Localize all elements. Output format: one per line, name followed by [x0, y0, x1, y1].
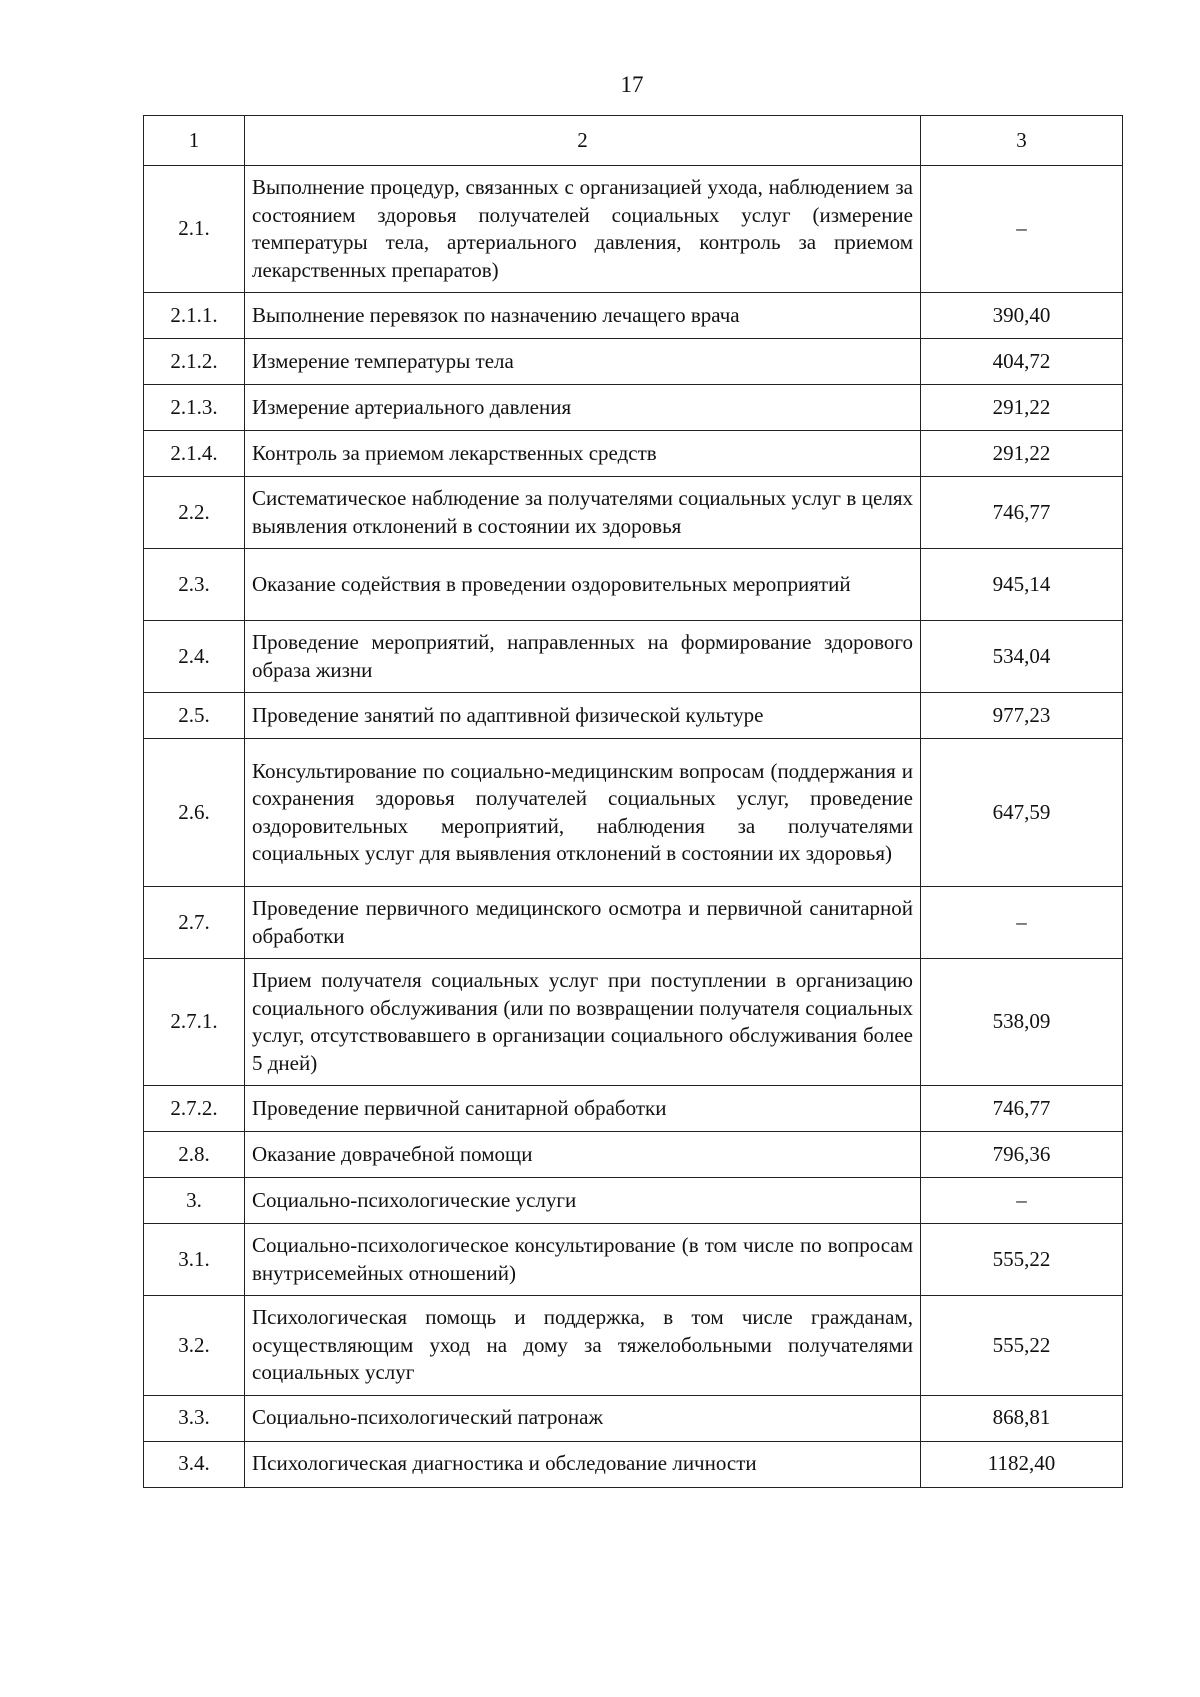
- service-price-cell: 868,81: [921, 1395, 1123, 1441]
- row-number-cell: 2.7.: [144, 887, 245, 959]
- table-row: [144, 1441, 1123, 1487]
- table-row: [144, 385, 1123, 431]
- service-description-cell: Прием получателя социальных услуг при поступлении в организацию социального обслуживания (или по возвращении получателя социальных услуг, отсутствовавшего в организации социального обслуживания более 5 дней): [245, 959, 921, 1086]
- column-header-description: 2: [245, 116, 921, 166]
- table-row: [144, 549, 1123, 621]
- service-description-cell: Психологическая диагностика и обследование личности: [245, 1441, 921, 1487]
- service-description-cell: Консультирование по социально-медицинским вопросам (поддержания и сохранения здоровья получателей социальных услуг, проведение оздоровительных мероприятий, наблюдения за получателями социальных услуг для выявления отклонений в состоянии их здоровья): [245, 739, 921, 887]
- column-header-number: 1: [144, 116, 245, 166]
- row-number-cell: 3.: [144, 1178, 245, 1224]
- row-number-cell: 2.2.: [144, 477, 245, 549]
- table-row: [144, 431, 1123, 477]
- service-price-cell: 977,23: [921, 693, 1123, 739]
- row-number-cell: 3.3.: [144, 1395, 245, 1441]
- table-row: [144, 293, 1123, 339]
- service-description-cell: Измерение артериального давления: [245, 385, 921, 431]
- row-number-cell: 2.5.: [144, 693, 245, 739]
- row-number-cell: 2.1.1.: [144, 293, 245, 339]
- table-row: [144, 1178, 1123, 1224]
- service-description-cell: Оказание содействия в проведении оздоровительных мероприятий: [245, 549, 921, 621]
- service-price-cell: 555,22: [921, 1296, 1123, 1396]
- service-description-cell: Проведение занятий по адаптивной физической культуре: [245, 693, 921, 739]
- table-row: [144, 1395, 1123, 1441]
- service-description-cell: Проведение мероприятий, направленных на формирование здорового образа жизни: [245, 621, 921, 693]
- service-price-cell: 555,22: [921, 1224, 1123, 1296]
- table-row: [144, 166, 1123, 293]
- service-description-cell: Систематическое наблюдение за получателями социальных услуг в целях выявления отклонений в состоянии их здоровья: [245, 477, 921, 549]
- service-description-cell: Психологическая помощь и поддержка, в том числе гражданам, осуществляющим уход на дому за тяжелобольными получателями социальных услуг: [245, 1296, 921, 1396]
- row-number-cell: 2.7.1.: [144, 959, 245, 1086]
- service-description-cell: Оказание доврачебной помощи: [245, 1132, 921, 1178]
- service-price-cell: 390,40: [921, 293, 1123, 339]
- table-row: [144, 339, 1123, 385]
- service-price-cell: 796,36: [921, 1132, 1123, 1178]
- service-description-cell: Проведение первичного медицинского осмотра и первичной санитарной обработки: [245, 887, 921, 959]
- service-price-cell: –: [921, 1178, 1123, 1224]
- service-price-cell: 291,22: [921, 431, 1123, 477]
- row-number-cell: 2.3.: [144, 549, 245, 621]
- service-description-cell: Выполнение процедур, связанных с организацией ухода, наблюдением за состоянием здоровья получателей социальных услуг (измерение температуры тела, артериального давления, контроль за приемом лекарственных препаратов): [245, 166, 921, 293]
- table-row: [144, 1224, 1123, 1296]
- service-price-cell: 746,77: [921, 477, 1123, 549]
- service-price-cell: 647,59: [921, 739, 1123, 887]
- row-number-cell: 3.1.: [144, 1224, 245, 1296]
- table-header-row: [144, 116, 1123, 166]
- row-number-cell: 2.8.: [144, 1132, 245, 1178]
- table-body: [144, 116, 1123, 1488]
- row-number-cell: 2.6.: [144, 739, 245, 887]
- table-row: [144, 739, 1123, 887]
- service-description-cell: Социально-психологическое консультирование (в том числе по вопросам внутрисемейных отношений): [245, 1224, 921, 1296]
- column-header-value: 3: [921, 116, 1123, 166]
- row-number-cell: 2.1.4.: [144, 431, 245, 477]
- service-price-cell: 746,77: [921, 1086, 1123, 1132]
- row-number-cell: 3.4.: [144, 1441, 245, 1487]
- page-number: 17: [620, 72, 644, 97]
- service-description-cell: Контроль за приемом лекарственных средств: [245, 431, 921, 477]
- row-number-cell: 2.1.2.: [144, 339, 245, 385]
- table-row: [144, 1086, 1123, 1132]
- row-number-cell: 2.4.: [144, 621, 245, 693]
- service-description-cell: Социально-психологический патронаж: [245, 1395, 921, 1441]
- service-price-cell: 1182,40: [921, 1441, 1123, 1487]
- table-row: [144, 477, 1123, 549]
- table-row: [144, 621, 1123, 693]
- services-price-table: [143, 115, 1123, 1488]
- row-number-cell: 2.1.: [144, 166, 245, 293]
- service-price-cell: 538,09: [921, 959, 1123, 1086]
- service-price-cell: 534,04: [921, 621, 1123, 693]
- table-row: [144, 1132, 1123, 1178]
- service-price-cell: 291,22: [921, 385, 1123, 431]
- row-number-cell: 2.7.2.: [144, 1086, 245, 1132]
- service-price-cell: 404,72: [921, 339, 1123, 385]
- service-description-cell: Проведение первичной санитарной обработки: [245, 1086, 921, 1132]
- service-price-cell: 945,14: [921, 549, 1123, 621]
- table-row: [144, 959, 1123, 1086]
- row-number-cell: 2.1.3.: [144, 385, 245, 431]
- service-description-cell: Социально-психологические услуги: [245, 1178, 921, 1224]
- service-price-cell: –: [921, 166, 1123, 293]
- row-number-cell: 3.2.: [144, 1296, 245, 1396]
- table-row: [144, 887, 1123, 959]
- service-description-cell: Выполнение перевязок по назначению лечащего врача: [245, 293, 921, 339]
- table-row: [144, 693, 1123, 739]
- service-price-cell: –: [921, 887, 1123, 959]
- table-row: [144, 1296, 1123, 1396]
- service-description-cell: Измерение температуры тела: [245, 339, 921, 385]
